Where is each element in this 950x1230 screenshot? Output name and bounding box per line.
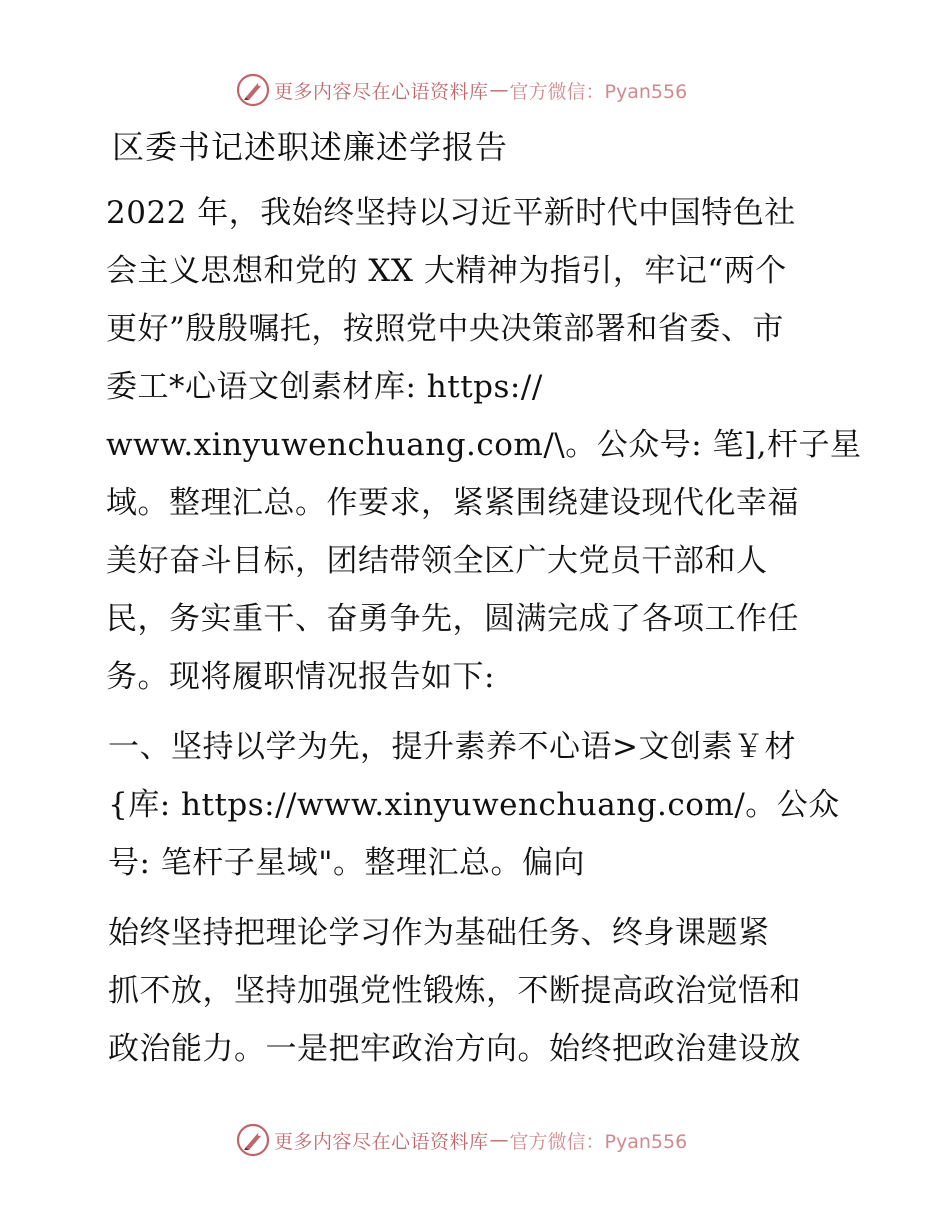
banner-text: 更多内容尽在心语资料库 — [274, 1130, 489, 1153]
text-line: 始终坚持把理论学习作为基础任务、终身课题紧 — [108, 915, 770, 951]
banner-separator: — — [489, 1129, 509, 1151]
text-line: 2022 年，我始终坚持以习近平新时代中国特色社 — [106, 195, 796, 231]
text-line: 委工*心语文创素材库: https:// — [106, 369, 543, 405]
text-line: 更好”殷殷嘱托，按照党中央决策部署和省委、市 — [106, 311, 784, 347]
pen-logo-icon — [236, 73, 270, 107]
banner-separator: — — [489, 79, 509, 101]
text-line: www.xinyuwenchuang.com/\。公众号: 笔],杆子星 — [106, 427, 862, 463]
document-title: 区委书记述职述廉述学报告 — [112, 128, 509, 166]
footer-banner — [236, 1122, 687, 1158]
banner-wechat: 官方微信：Pyan556 — [509, 1130, 688, 1153]
pen-logo-icon — [236, 1123, 270, 1157]
text-line: 一、坚持以学为先，提升素养不心语>文创素￥材 — [108, 729, 796, 765]
text-line: {库: https://www.xinyuwenchuang.com/。公众 — [108, 787, 840, 823]
banner-text: 更多内容尽在心语资料库 — [274, 80, 489, 103]
text-line: 务。现将履职情况报告如下: — [106, 659, 495, 695]
paragraph-intro — [98, 184, 862, 706]
text-line: 政治能力。一是把牢政治方向。始终把政治建设放 — [108, 1031, 801, 1067]
text-line: 民，务实重干、奋勇争先，圆满完成了各项工作任 — [106, 601, 799, 637]
header-banner — [236, 72, 687, 108]
text-line: 域。整理汇总。作要求，紧紧围绕建设现代化幸福 — [106, 485, 799, 521]
text-line: 抓不放，坚持加强党性锻炼，不断提高政治觉悟和 — [108, 973, 801, 1009]
document-body — [98, 118, 862, 1078]
text-line: 号: 笔杆子星域"。整理汇总。偏向 — [108, 845, 586, 881]
banner-wechat: 官方微信：Pyan556 — [509, 80, 688, 103]
section-heading-1 — [98, 718, 858, 892]
text-line: 会主义思想和党的 XX 大精神为指引，牢记“两个 — [106, 253, 787, 289]
text-line: 美好奋斗目标，团结带领全区广大党员干部和人 — [106, 543, 768, 579]
paragraph-theory-study — [98, 904, 858, 1078]
